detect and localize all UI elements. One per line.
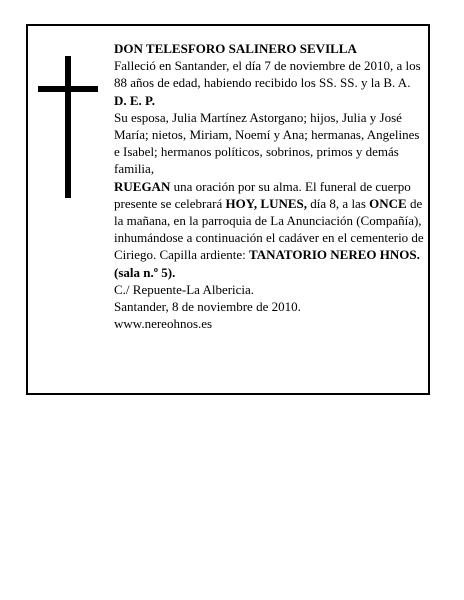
address-line: C./ Repuente-La Albericia. xyxy=(114,281,255,297)
funeral-text-2: día 8, a las xyxy=(307,195,370,211)
funeral-paragraph xyxy=(114,178,424,281)
cross-icon xyxy=(38,56,98,198)
website-link: www.nereohnos.es xyxy=(114,316,213,332)
ruegan-word: RUEGAN xyxy=(114,178,171,194)
deceased-name: DON TELESFORO SALINERO SEVILLA xyxy=(114,41,357,56)
date-line: Santander, 8 de noviembre de 2010. xyxy=(114,299,301,315)
rip-line: D. E. P. xyxy=(114,92,156,108)
chapel-name: TANATORIO NEREO HNOS. (sala n.º 5). xyxy=(114,247,420,280)
cross-horizontal-bar xyxy=(38,86,98,92)
obituary-notice xyxy=(26,24,430,395)
notice-text xyxy=(114,40,424,332)
death-info: Falleció en Santander, el día 7 de noviembre de 2010, a los 88 años de edad, habiendo recibido los SS. SS. y la B. A. xyxy=(114,58,421,91)
cross-vertical-bar xyxy=(65,56,71,198)
funeral-day: HOY, LUNES, xyxy=(225,195,308,211)
funeral-text-3: de la mañana, en la parroquia de La Anunciación (Compañía), inhumándose a continuación el cadáver en el cementerio de Ciriego. Capilla ardiente: xyxy=(114,195,424,263)
funeral-hour: ONCE xyxy=(369,195,407,211)
funeral-text-1: una oración por su alma. El funeral de cuerpo presente se celebrará xyxy=(114,178,411,211)
family-list: Su esposa, Julia Martínez Astorgano; hijos, Julia y José María; nietos, Miriam, Noemí y Ana; hermanas, Angelines e Isabel; hermanos políticos, sobrinos, primos y demás familia, xyxy=(114,109,420,177)
